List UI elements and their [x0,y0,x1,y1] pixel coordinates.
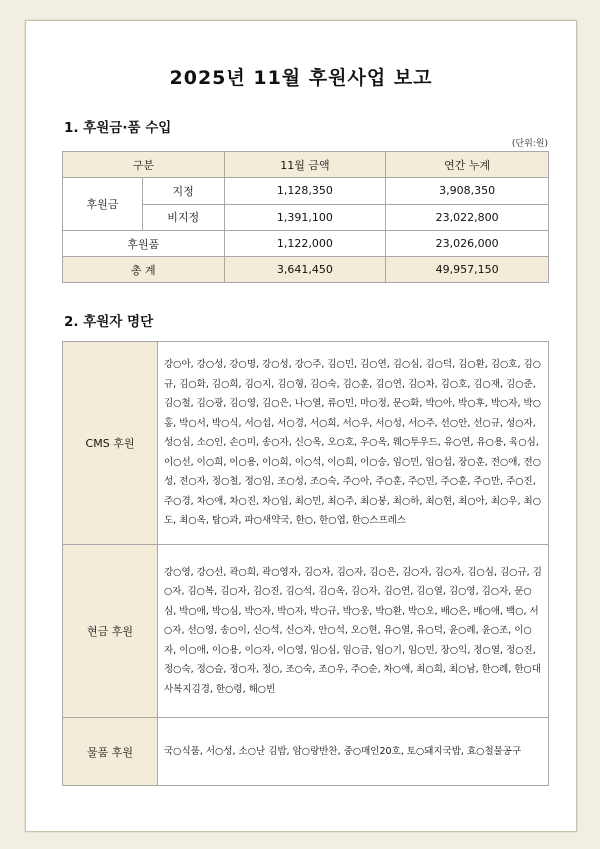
cell-annual: 3,908,350 [386,178,549,205]
total-annual: 49,957,150 [386,257,549,283]
cell-annual: 23,022,800 [386,204,549,231]
income-table [62,151,549,283]
cell-month: 1,391,100 [224,204,386,231]
goods-annual: 23,026,000 [386,231,549,257]
total-month: 3,641,450 [224,257,386,283]
row-label: 지정 [142,178,224,205]
header-annual: 연간 누계 [386,152,549,178]
cell-month: 1,128,350 [224,178,386,205]
goods-donor-label: 물품 후원 [63,718,158,786]
page-title: 2025년 11월 후원사업 보고 [169,67,433,89]
cms-label: CMS 후원 [63,342,158,545]
cms-names: 강○아, 강○성, 강○명, 강○성, 강○주, 김○민, 김○연, 김○심, 김○덕, 김○환, 김○호, 김○규, 김○화, 김○희, 김○지, 김○형, 김○숙, 김○훈, 김○연, 김○차, 김○호, 김○재, 김○준, 김○철, 김○광, 김○영, 김○은, 나○열, 류○민, 마○정, 문○화, 박○아, 박○후, 박○자, 박○홍, 박○서, 박○식, 서○섭, 서○경, 서○희, 서○우, 서○성, 서○주, 선○안, 선○규, 성○자, 성○심, 소○인, 손○미, 송○자, 신○옥, 오○호, 우○옥, 웨○투우드, 유○연, 유○용, 육○심, 이○선, 이○희, 이○용, 이○희, 이○석, 이○희, 이○승, 임○민, 임○섭, 장○훈, 전○애, 전○성, 전○자, 정○철, 정○임, 조○성, 조○숙, 주○아, 주○훈, 주○민, 주○훈, 주○만, 주○진, 주○경, 차○애, 차○진, 차○임, 최○민, 최○주, 최○붕, 최○하, 최○현, 최○아, 최○우, 최○도, 최○옥, 탑○과, 파○새약국, 한○, 한○엽, 한○스프레스 [158,342,549,545]
section-heading-income: 1. 후원금·품 수입 [64,120,172,136]
row-label: 비지정 [142,204,224,231]
group-label: 후원금 [63,178,143,231]
goods-donor-names: 국○식품, 서○성, 소○난 김밥, 암○랑반찬, 중○매인20호, 토○돼지국밥, 효○철물공구 [158,718,549,786]
cash-names: 강○영, 강○선, 곽○희, 곽○영자, 김○자, 김○자, 김○은, 김○자, 김○자, 김○심, 김○규, 김○자, 김○복, 김○자, 김○진, 김○석, 김○옥, 김○자, 김○연, 김○열, 김○영, 김○자, 문○심, 박○애, 박○심, 박○자, 박○자, 박○규, 박○웅, 박○환, 박○오, 배○은, 배○애, 백○, 서○자, 선○영, 송○이, 신○석, 신○자, 안○석, 오○현, 유○열, 유○덕, 윤○례, 윤○조, 이○자, 이○애, 이○용, 이○자, 이○영, 임○심, 임○금, 임○기, 임○민, 장○익, 정○열, 정○진, 정○숙, 정○슬, 정○자, 정○, 조○숙, 조○우, 주○순, 차○애, 최○희, 최○남, 한○례, 한○대사복지김경, 한○령, 해○빈 [158,545,549,718]
header-month: 11월 금액 [224,152,386,178]
header-category: 구분 [63,152,225,178]
section-heading-donors: 2. 후원자 명단 [64,314,154,330]
goods-label: 후원품 [63,231,225,257]
document-page [25,20,577,832]
total-label: 총 계 [63,257,225,283]
goods-month: 1,122,000 [224,231,386,257]
donor-table [62,341,549,786]
unit-label: (단위:원) [511,139,548,149]
cash-label: 현금 후원 [63,545,158,718]
